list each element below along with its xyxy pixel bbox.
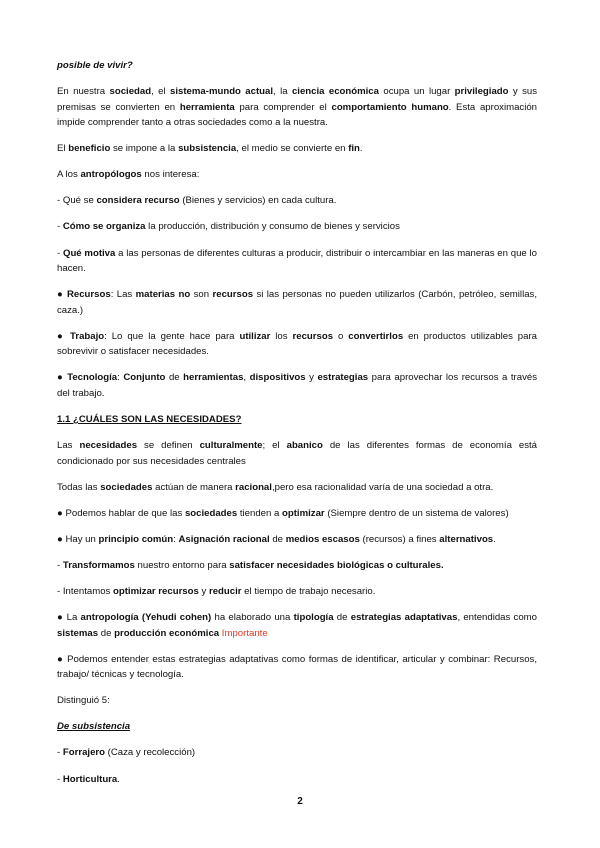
paragraph [57, 610, 537, 641]
text-run: los [270, 330, 293, 342]
text-run: - [57, 221, 63, 233]
text-run: abanico [286, 440, 323, 452]
text-run: principio común [98, 533, 174, 545]
text-run: herramientas [183, 372, 244, 384]
text-run: - Intentamos [57, 586, 113, 597]
text-run: si las personas no pueden utilizarlos (Carbón, petróleo, semillas, caza.) [57, 289, 537, 316]
paragraph [57, 167, 537, 183]
text-run: : Las [110, 289, 136, 301]
text-run: Todas las [57, 481, 101, 493]
text-run: (recursos) a fines [359, 533, 440, 545]
text-run: tienden a [237, 507, 283, 519]
text-run: posible de vivir? [57, 60, 133, 71]
text-run: ● [57, 330, 70, 342]
text-run: a las personas de diferentes culturas a producir, distribuir o intercambiar en las maneras en que lo hacen. [57, 247, 538, 275]
text-run: ha elaborado una [211, 612, 294, 624]
text-run: ,pero esa racionalidad varía de una sociedad a otra. [271, 481, 494, 493]
text-run: estrategias [317, 372, 369, 384]
text-run: son [190, 289, 213, 301]
paragraph [57, 719, 537, 735]
text-run: de [269, 533, 286, 545]
text-run: satisfacer necesidades biológicas o culturales. [229, 559, 444, 571]
text-run: se definen [137, 440, 200, 452]
paragraph [57, 652, 537, 683]
text-run: Forrajero [62, 747, 105, 759]
text-run: Conjunto [123, 372, 166, 384]
text-run: sociedad [109, 86, 152, 98]
text-run: sistemas [57, 627, 99, 639]
text-run: ● La [57, 612, 81, 624]
text-run: Transformamos [62, 559, 135, 571]
text-run: (Bienes y servicios) en cada cultura. [179, 195, 337, 207]
text-run: estrategias adaptativas [350, 612, 458, 624]
text-run: optimizar [282, 507, 325, 519]
text-run: Recursos [66, 289, 111, 301]
text-run: tipología [293, 612, 334, 624]
paragraph [57, 532, 537, 548]
text-run: - Qué se [57, 195, 97, 207]
text-run: , el medio se convierte en [236, 143, 349, 155]
text-run: - [57, 773, 63, 785]
text-run: recursos [212, 289, 254, 301]
text-run: y [305, 372, 318, 384]
text-run: herramienta [179, 101, 235, 113]
text-run: subsistencia [178, 143, 237, 155]
text-run: de [98, 627, 115, 639]
text-run: , el [151, 86, 171, 98]
text-run: - [57, 559, 63, 571]
text-run: materias no [135, 289, 191, 301]
paragraph [57, 329, 537, 360]
text-run: Horticultura [62, 773, 118, 785]
text-run: Importante [221, 627, 268, 639]
paragraph [57, 141, 537, 157]
text-run: nuestro entorno para [134, 559, 230, 571]
text-run: utilizar [239, 330, 271, 342]
text-run: dispositivos [249, 372, 306, 384]
text-run: , [243, 372, 250, 384]
text-run: producción económica [114, 627, 220, 639]
paragraph [57, 58, 537, 74]
paragraph [57, 246, 537, 277]
text-run: Las [57, 440, 80, 452]
text-run: : [117, 372, 124, 384]
text-run: , la [273, 86, 292, 98]
page-number: 2 [297, 796, 303, 807]
text-run: o [333, 330, 349, 342]
text-run: de las diferentes formas de economía está condicionado por sus necesidades centrales [57, 440, 538, 467]
text-run: para aprovechar los recursos a través del trabajo. [57, 372, 537, 399]
text-run: . [359, 143, 363, 155]
paragraph [57, 480, 537, 496]
text-run: reducir [208, 586, 242, 597]
text-run: antropología (Yehudi cohen) [80, 612, 212, 624]
text-run: el tiempo de trabajo necesario. [241, 586, 376, 597]
text-run: culturalmente [199, 440, 263, 452]
text-run: ● [57, 372, 68, 384]
paragraph [57, 558, 537, 574]
text-run: de [333, 612, 351, 624]
document-page [57, 58, 537, 798]
text-run: sociedades [100, 481, 153, 493]
text-run: ; el [262, 440, 287, 452]
text-run: A los [57, 169, 81, 181]
text-run: ● Hay un [57, 533, 99, 545]
text-run: considera recurso [96, 195, 180, 207]
paragraph [57, 584, 537, 600]
paragraph [57, 772, 537, 788]
text-run: racional [235, 481, 272, 493]
text-run: Qué motiva [62, 247, 116, 259]
text-run: comportamiento humano [331, 101, 449, 113]
text-run: 1.1 ¿CUÁLES SON LAS NECESIDADES? [57, 413, 242, 425]
text-run: ● Podemos entender estas estrategias adaptativas como formas de identificar, articular y combinar: Recursos, trabajo/ técnicas y tecnología. [57, 653, 537, 681]
text-run: . [117, 773, 120, 785]
text-run: De subsistencia [57, 721, 131, 733]
text-run: Trabajo [70, 330, 105, 342]
text-run: medios escasos [285, 533, 360, 545]
text-run: antropólogos [80, 169, 142, 181]
text-run: ● Podemos hablar de que las [57, 507, 185, 519]
text-run: y sus premisas se convierten en [57, 86, 538, 113]
paragraph [57, 370, 537, 401]
paragraph [57, 193, 537, 209]
text-run: ● [57, 289, 67, 301]
text-run: Cómo se organiza [62, 221, 146, 233]
paragraph [57, 219, 537, 235]
text-run: para comprender el [234, 101, 332, 113]
text-run: actúan de manera [152, 481, 236, 493]
text-run: beneficio [68, 143, 111, 155]
paragraph [57, 438, 537, 469]
text-run: , entendidas como [457, 612, 538, 624]
text-run: nos interesa: [141, 169, 200, 181]
text-run: fin [348, 143, 360, 155]
paragraph [57, 84, 537, 131]
paragraph [57, 693, 537, 709]
text-run: optimizar recursos [113, 586, 199, 597]
paragraph [57, 506, 537, 522]
text-run: ciencia económica [291, 86, 379, 98]
text-run: : [173, 533, 179, 545]
paragraph [57, 412, 537, 428]
text-run: (Caza y recolección) [105, 747, 196, 759]
paragraph [57, 745, 537, 761]
text-run: la producción, distribución y consumo de bienes y servicios [145, 221, 400, 233]
text-run: necesidades [79, 440, 138, 452]
text-run: . Esta aproximación impide comprender tanto a otras sociedades como a la nuestra. [57, 101, 538, 129]
text-run: : Lo que la gente hace para [104, 330, 240, 342]
text-run: alternativos [439, 533, 494, 545]
text-run: y [198, 586, 209, 597]
text-run: En nuestra [57, 86, 110, 98]
text-run: sistema-mundo actual [170, 86, 274, 98]
text-run: privilegiado [454, 86, 509, 98]
text-run: ocupa un lugar [378, 86, 455, 98]
text-run: (Siempre dentro de un sistema de valores) [324, 507, 509, 519]
text-run: sociedades [184, 507, 238, 519]
text-run: . [493, 533, 496, 545]
text-run: Tecnología [67, 372, 118, 384]
text-run: Asignación racional [178, 533, 270, 545]
text-run: recursos [292, 330, 334, 342]
paragraph [57, 287, 537, 318]
text-run: se impone a la [110, 143, 179, 155]
text-run: en productos utilizables para sobrevivir o satisfacer necesidades. [57, 330, 538, 358]
text-run: convertirlos [348, 330, 404, 342]
text-run: de [165, 372, 184, 384]
text-run: Distinguió 5: [57, 695, 110, 707]
text-run: - [57, 247, 63, 259]
text-run: - [57, 747, 63, 759]
text-run: El [57, 143, 69, 155]
